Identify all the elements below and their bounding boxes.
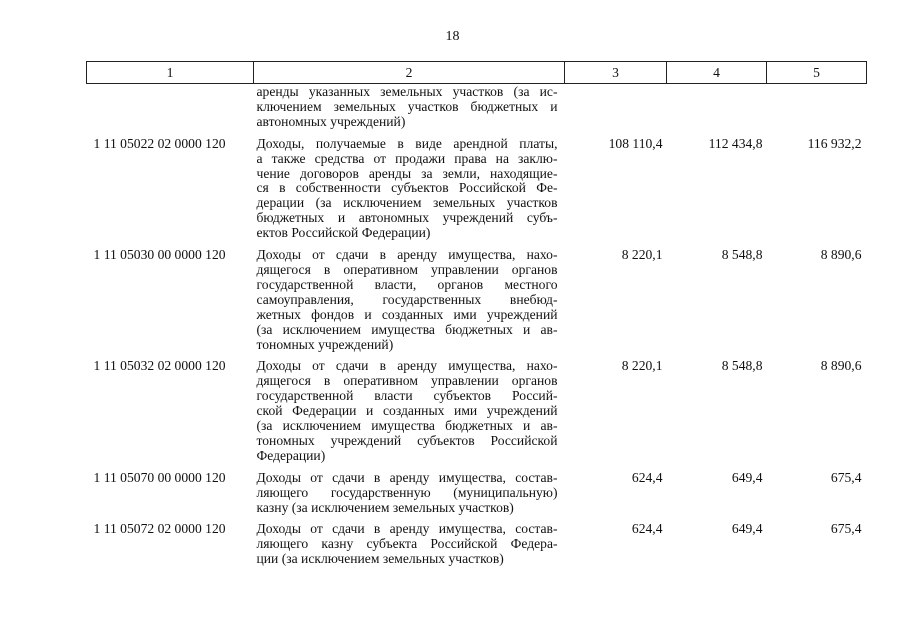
table-row xyxy=(87,470,867,516)
budget-revenue-table xyxy=(86,61,867,567)
description-line: (за исключением имущества бюджетных и ав- xyxy=(256,321,558,337)
description-line: государственной власти субъектов Россий- xyxy=(256,388,558,404)
revenue-description xyxy=(254,470,565,516)
description-line: ляющего государственную (муниципальную) xyxy=(256,484,558,500)
description-line: дерации (за исключением земельных участков xyxy=(256,195,558,211)
table-row xyxy=(87,521,867,567)
value-col-4: 8 548,8 xyxy=(721,358,763,374)
description-line: ской Федерации и созданных ими учреждений xyxy=(256,403,558,419)
value-col-5: 8 890,6 xyxy=(820,247,862,263)
value-col-4: 649,4 xyxy=(731,521,763,537)
continuation-description xyxy=(254,84,565,130)
revenue-code: 1 11 05030 00 0000 120 xyxy=(93,247,226,263)
description-line: дящегося в оперативном управлении органов xyxy=(256,373,558,389)
continuation-code xyxy=(87,84,254,130)
table-row xyxy=(87,358,867,463)
description-line: (за исключением имущества бюджетных и ав- xyxy=(256,418,558,434)
value-col-5: 675,4 xyxy=(830,521,862,537)
description-line: ектов Российской Федерации) xyxy=(256,225,431,241)
header-col-4: 4 xyxy=(667,62,767,84)
description-line: ции (за исключением земельных участков) xyxy=(256,551,504,567)
description-line: Доходы от сдачи в аренду имущества, состав- xyxy=(256,521,558,537)
description-line: Доходы от сдачи в аренду имущества, нахо- xyxy=(256,247,558,263)
description-line: бюджетных и автономных учреждений субъ- xyxy=(256,210,558,226)
value-col-3: 8 220,1 xyxy=(621,247,663,263)
table-row xyxy=(87,136,867,241)
description-line: Федерации) xyxy=(256,447,326,463)
value-col-5: 675,4 xyxy=(830,469,862,485)
value-col-3: 624,4 xyxy=(631,469,663,485)
value-col-5: 116 932,2 xyxy=(807,135,862,151)
revenue-code: 1 11 05022 02 0000 120 xyxy=(93,135,226,151)
description-line: Доходы от сдачи в аренду имущества, состав- xyxy=(256,469,558,485)
description-line: государственной власти, органов местного xyxy=(256,276,558,292)
value-col-3: 108 110,4 xyxy=(608,135,663,151)
description-line: автономных учреждений) xyxy=(256,113,406,129)
description-line: дящегося в оперативном управлении органов xyxy=(256,261,558,277)
revenue-description xyxy=(254,358,565,463)
page-number: 18 xyxy=(445,29,460,44)
description-line: тономных учреждений субъектов Российской xyxy=(256,432,558,448)
description-line: ляющего казну субъекта Российской Федера- xyxy=(256,536,558,552)
description-line: казну (за исключением земельных участков) xyxy=(256,499,514,515)
description-line: а также средства от продажи права на заклю- xyxy=(256,150,558,166)
revenue-code: 1 11 05032 02 0000 120 xyxy=(93,358,226,374)
revenue-description xyxy=(254,136,565,241)
description-line: тономных учреждений) xyxy=(256,336,394,352)
continuation-row xyxy=(87,84,867,130)
description-line: аренды указанных земельных участков (за ис- xyxy=(256,84,558,99)
header-col-3: 3 xyxy=(565,62,667,84)
description-line: ключением земельных участков бюджетных и xyxy=(256,98,558,114)
header-col-1: 1 xyxy=(87,62,254,84)
value-col-3: 624,4 xyxy=(631,521,663,537)
header-col-2: 2 xyxy=(254,62,565,84)
description-line: Доходы от сдачи в аренду имущества, нахо- xyxy=(256,358,558,374)
table-row xyxy=(87,247,867,352)
value-col-4: 649,4 xyxy=(731,469,763,485)
column-number-header xyxy=(87,62,867,84)
revenue-description xyxy=(254,247,565,352)
value-col-5: 8 890,6 xyxy=(820,358,862,374)
value-col-3: 8 220,1 xyxy=(621,358,663,374)
description-line: ся в собственности субъектов Российской Фе- xyxy=(256,180,558,196)
description-line: чение договоров аренды за земли, находящие- xyxy=(256,165,558,181)
description-line: самоуправления, государственных внебюд- xyxy=(256,291,558,307)
description-line: Доходы, получаемые в виде арендной платы, xyxy=(256,135,558,151)
header-col-5: 5 xyxy=(767,62,867,84)
value-col-4: 8 548,8 xyxy=(721,247,763,263)
value-col-4: 112 434,8 xyxy=(708,135,763,151)
revenue-code: 1 11 05072 02 0000 120 xyxy=(93,521,226,537)
revenue-description xyxy=(254,521,565,567)
description-line: жетных фондов и созданных ими учреждений xyxy=(256,306,558,322)
revenue-code: 1 11 05070 00 0000 120 xyxy=(93,469,226,485)
